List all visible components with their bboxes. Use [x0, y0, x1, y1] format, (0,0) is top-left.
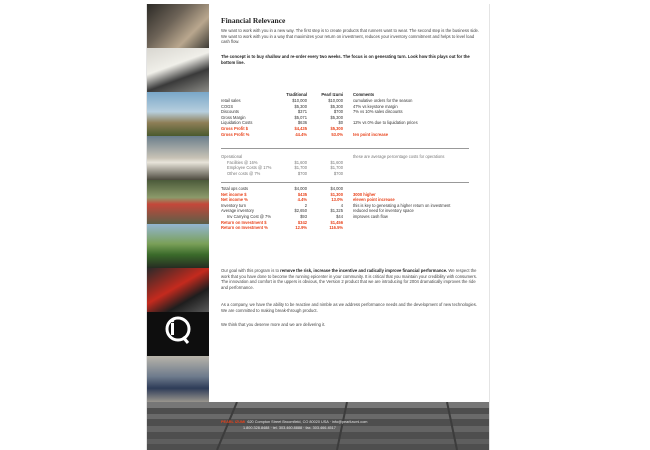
divider: [221, 148, 469, 149]
document-page: [146, 4, 490, 450]
footer-phone: 1.800.328.8488 · tel. 303.460.8888 · fax. 303.466.4517: [243, 426, 336, 430]
pearl-izumi-value: $0: [338, 120, 343, 126]
pearl-izumi-value: $1,300: [330, 191, 343, 197]
shoe-photo: [147, 356, 209, 402]
row-label: Gross Profit $: [221, 126, 249, 131]
row-label: Employee Costs @ 17%: [227, 165, 272, 171]
runner-photo: [147, 268, 209, 312]
divider: [221, 182, 469, 183]
pearl-izumi-value: $4,000: [330, 186, 343, 191]
pearl-izumi-value: $1,700: [330, 165, 343, 171]
col-pearl-izumi: Pearl Izumi: [321, 92, 343, 97]
comment: these are average percentage costs for operations: [353, 154, 445, 159]
comment: eleven point increase: [353, 197, 395, 203]
runner-photo: [147, 4, 209, 48]
comment: 3000 higher: [353, 191, 376, 197]
traditional-value: $636: [297, 120, 307, 126]
pearl-izumi-value: 4: [340, 202, 343, 208]
traditional-value: $5,071: [294, 114, 307, 120]
pearl-izumi-value: 13.0%: [331, 197, 343, 203]
comment: ten point increase: [353, 131, 389, 137]
row-label: COGS: [221, 103, 234, 109]
comment: reduced need for inventory space: [353, 208, 414, 214]
photo-strip: [147, 4, 209, 402]
table-row: [221, 225, 483, 231]
goal-emphasis: remove the risk, increase the incentive and radically improve financial performance.: [280, 268, 448, 273]
concept-paragraph: The concept is to buy shallow and re-order every two weeks. The focus is on generating turn. Look how this plays out for the bottom line.: [221, 54, 470, 65]
comment: cumulative orders for the season: [353, 98, 413, 103]
row-label: Facilities @ 16%: [227, 159, 258, 165]
table-row: [221, 132, 483, 138]
comment: 47% vs keystone margin: [353, 103, 398, 109]
row-label: Inventory turn: [221, 202, 247, 208]
comment: this is key to generating a higher return on investment: [353, 202, 451, 208]
comment: 7% vs 10% sales discounts: [353, 109, 403, 115]
traditional-value: $10,000: [292, 98, 307, 103]
pearl-izumi-value: $44: [336, 214, 343, 219]
runner-photo: [147, 136, 209, 180]
traditional-value: $4,435: [294, 126, 307, 131]
pearl-izumi-value: $1,325: [330, 208, 343, 214]
traditional-value: $4,000: [294, 186, 307, 191]
pearl-izumi-value: $700: [333, 109, 343, 115]
traditional-value: $2,650: [294, 208, 307, 214]
company-paragraph: As a company, we have the ability to be reactive and nimble as we address performance needs and the development of new technologies. We are committed to making break-through product.: [221, 302, 477, 313]
pearl-izumi-value: $5,300: [330, 103, 343, 109]
footer-address: 620 Compton Street Broomfield, CO 80020 USA · info@pearlizumi.com: [247, 420, 368, 424]
row-label: Average inventory: [221, 208, 254, 214]
pearl-izumi-value: 53.0%: [331, 131, 343, 137]
pearl-izumi-value: $10,000: [328, 98, 343, 103]
table-row: [221, 171, 483, 177]
logo-tile: [147, 312, 209, 356]
traditional-value: $342: [297, 219, 307, 225]
traditional-value: 44.4%: [295, 131, 307, 137]
traditional-value: $435: [297, 191, 307, 197]
pearl-izumi-value: $1,600: [330, 159, 343, 165]
comment: 12% vs 0% due to liquidation prices: [353, 120, 418, 126]
traditional-value: $5,300: [294, 103, 307, 109]
goal-rest: We respect the work that you have done to become the running epicenter in your community. It is critical that you maintain your credibility with consumers. The innovation and comfort in the uppers is obvious, the Version 2 product that we are introducing for 2004 dramatically improves the ride and performance.: [221, 268, 477, 290]
row-label: Return on Investment $: [221, 219, 267, 225]
runner-photo: [147, 48, 209, 92]
runner-photo: [147, 180, 209, 224]
traditional-value: 4.4%: [297, 197, 307, 203]
runner-photo: [147, 224, 209, 268]
traditional-value: $371: [297, 109, 307, 115]
col-traditional: Traditional: [286, 92, 307, 97]
traditional-value: 2: [304, 202, 307, 208]
footer: [147, 402, 489, 450]
comment: improves cash flow: [353, 214, 388, 219]
traditional-value: $93: [300, 214, 307, 219]
row-label: Liquidation Costs: [221, 120, 253, 126]
intro-paragraph: We want to work with you in a new way. The first step is to create products that runners want to wear. The second step is the business side. We want to work with you in a way that maximizes your return on investment, reduces your inventory commitment and helps to level load cash flow.: [221, 28, 480, 45]
traditional-value: 12.9%: [295, 225, 307, 231]
traditional-value: $700: [297, 170, 307, 176]
row-label: Net income $: [221, 191, 247, 197]
page-title: Financial Relevance: [221, 16, 286, 25]
goal-paragraph: [221, 268, 483, 290]
pearl-izumi-value: 116.5%: [329, 225, 343, 231]
footer-brand: PEARL iZUMi: [221, 420, 246, 424]
row-label: Inv Carrying Cost @ 7%: [227, 214, 271, 219]
row-label: Return on Investment %: [221, 225, 268, 231]
closing-line: We think that you deserve more and we are delivering it.: [221, 322, 326, 327]
row-label: Total ops costs: [221, 186, 249, 191]
col-comments: Comments: [353, 92, 375, 97]
pearl-izumi-value: $5,300: [330, 114, 343, 120]
pearl-izumi-value: $700: [333, 170, 343, 176]
row-label: Gross Margin: [221, 114, 246, 120]
footer-contact: [221, 419, 367, 431]
pearl-izumi-logo: [147, 312, 209, 356]
pearl-izumi-value: $1,456: [330, 219, 343, 225]
row-label: Discounts: [221, 109, 239, 115]
pearl-izumi-value: $5,300: [330, 126, 343, 131]
row-label: Operational: [221, 154, 243, 159]
traditional-value: $1,600: [294, 159, 307, 165]
goal-lead: Our goal with this program is to: [221, 268, 281, 273]
row-label: Other costs @ 7%: [227, 170, 261, 176]
traditional-value: $1,700: [294, 165, 307, 171]
row-label: Gross Profit %: [221, 131, 250, 137]
row-label: retail sales: [221, 98, 241, 103]
row-label: Net income %: [221, 197, 248, 203]
runner-photo: [147, 92, 209, 136]
table-header: [221, 92, 483, 98]
